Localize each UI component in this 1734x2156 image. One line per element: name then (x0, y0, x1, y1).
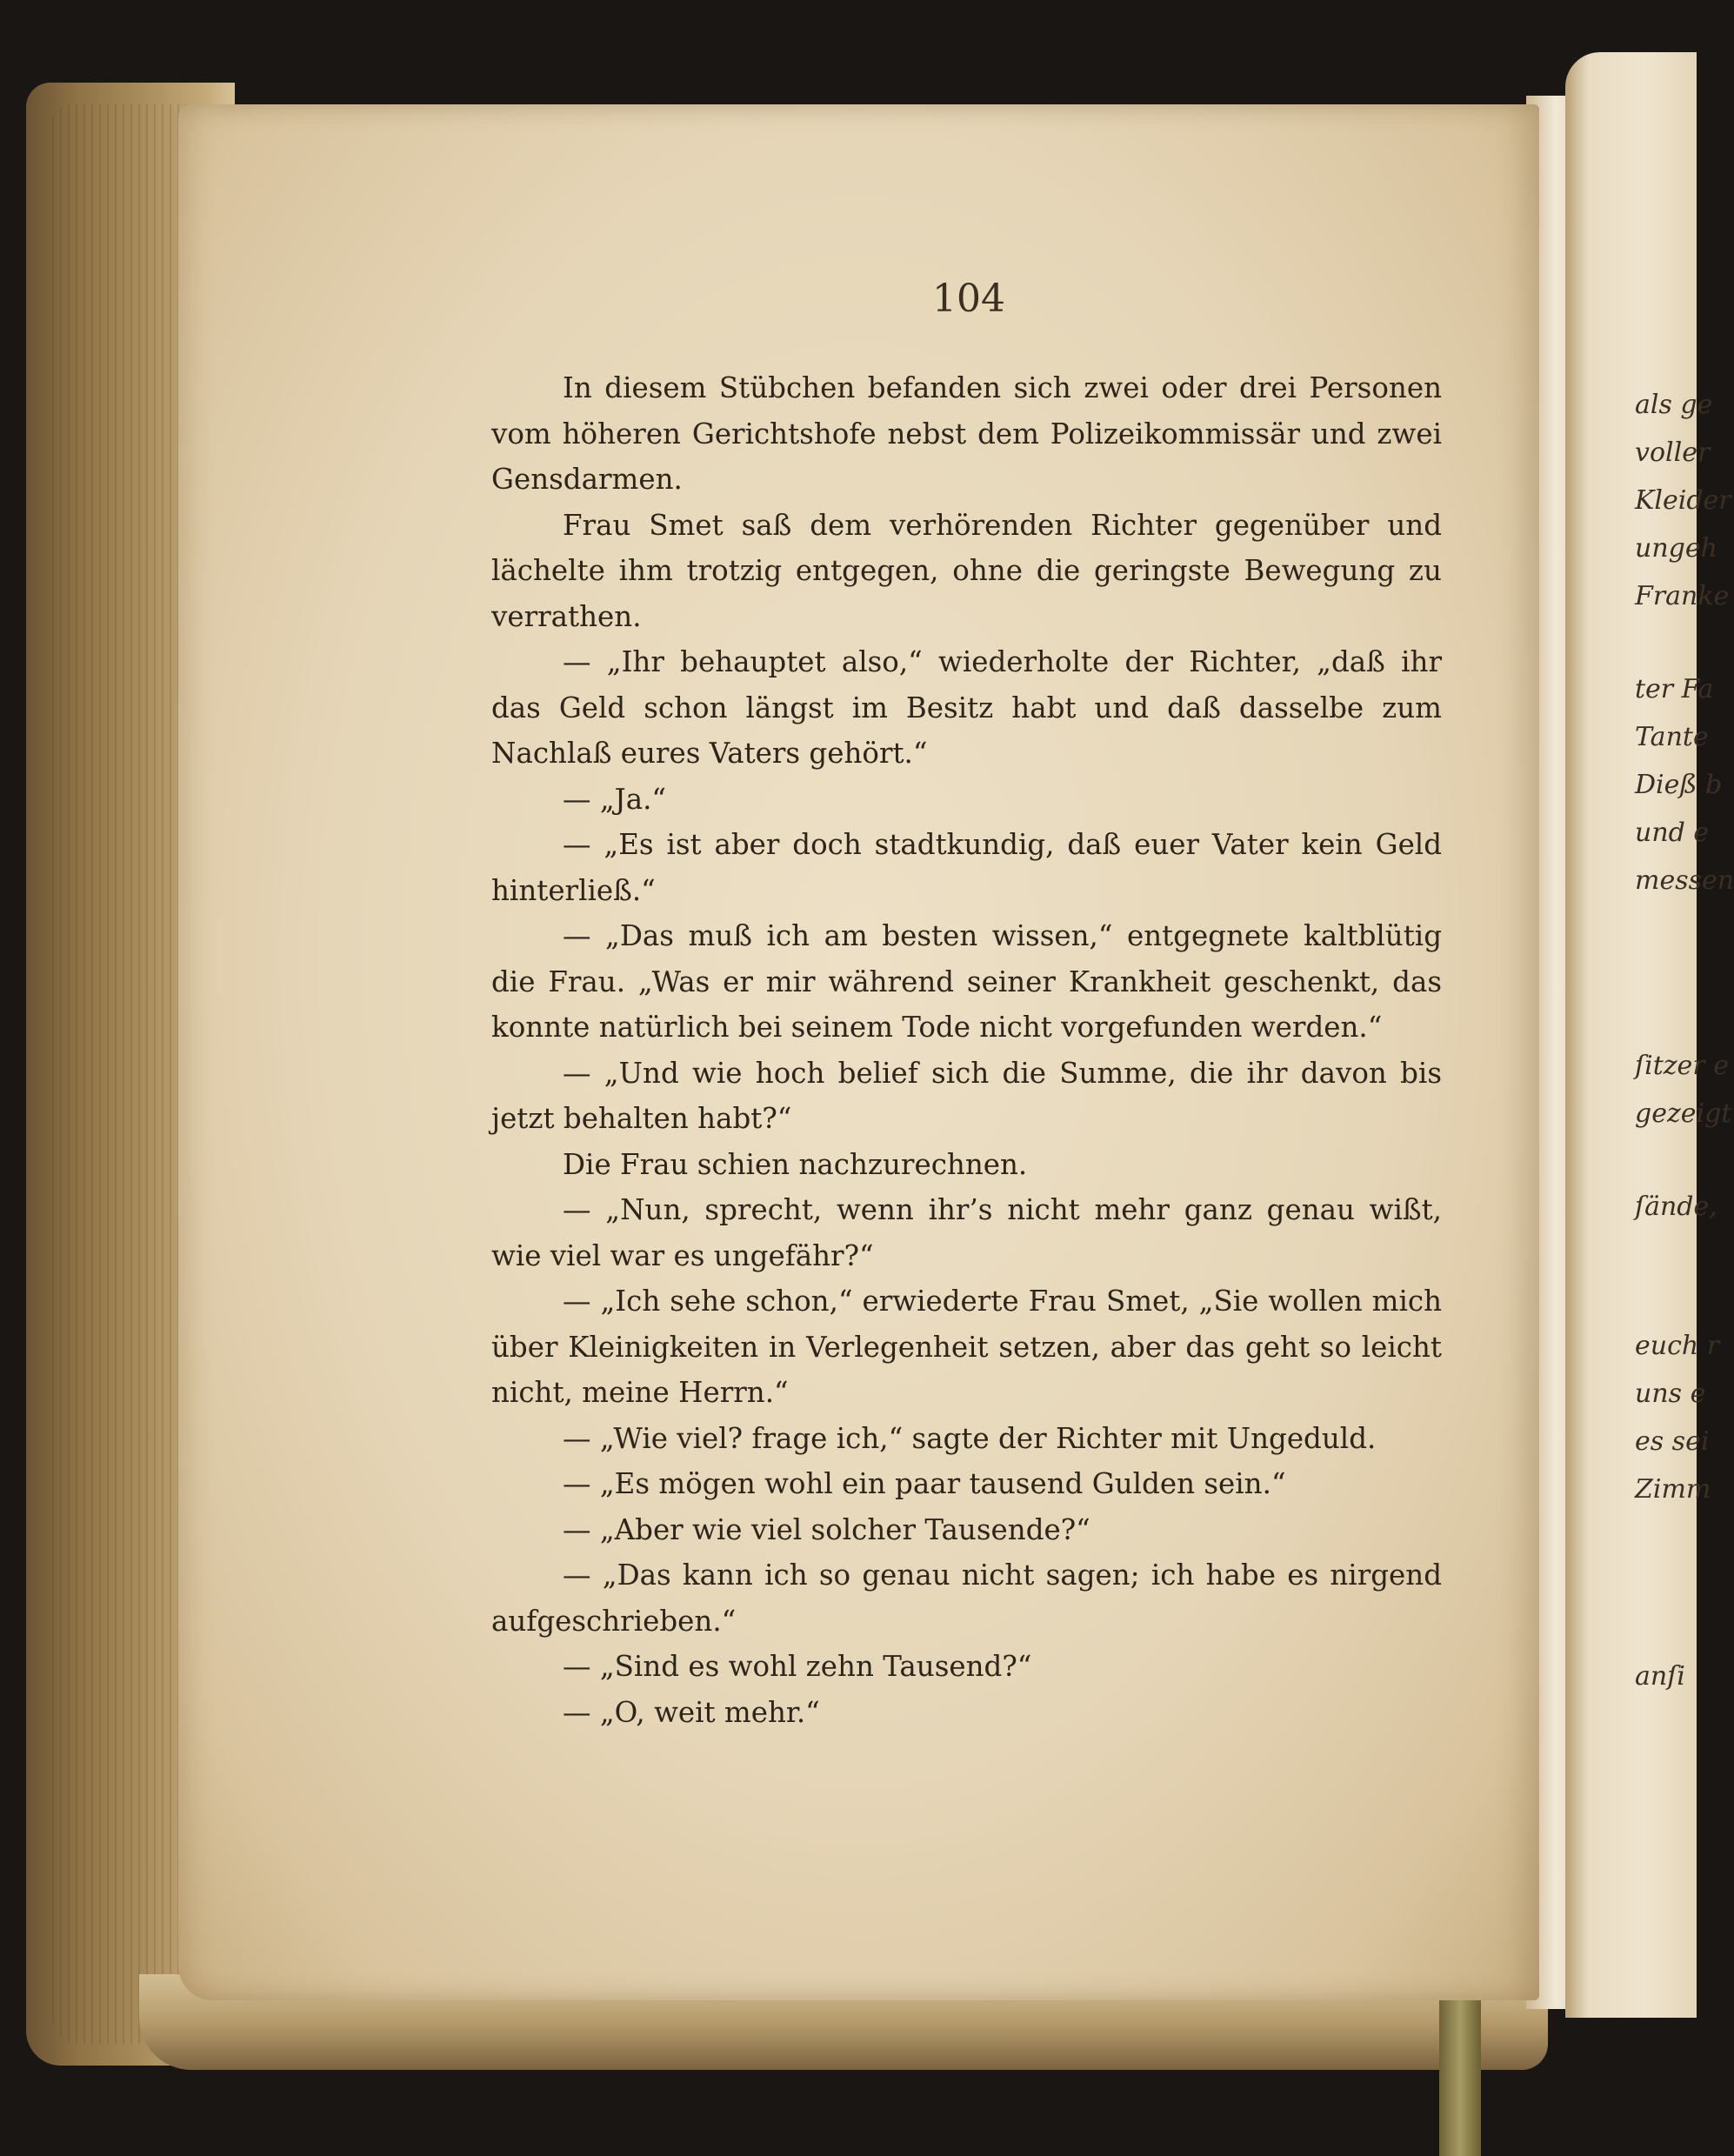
facing-line: anſi (1635, 1661, 1685, 1692)
facing-line: uns e (1635, 1378, 1706, 1409)
facing-line: ungeh (1635, 533, 1717, 564)
facing-line: Dieß b (1635, 770, 1723, 800)
facing-line: gezeigt (1635, 1098, 1732, 1129)
dialog-line: — „Ihr behauptet also,“ wiederholte der Richter, „daß ihr das Geld schon längst im Besitz habt und daß dasselbe zum Nachlaß eures Vaters gehört.“ (491, 645, 1442, 770)
facing-line: messen (1635, 865, 1734, 896)
facing-line: euch r (1635, 1331, 1720, 1361)
dialog-line: — „Und wie hoch belief sich die Summe, die ihr davon bis jetzt behalten habt?“ (491, 1056, 1442, 1135)
dialog-line: — „O, weit mehr.“ (563, 1695, 820, 1729)
facing-page-text (1635, 0, 1734, 2156)
facing-line: Kleider (1635, 485, 1731, 516)
facing-line: Tante (1635, 722, 1709, 752)
facing-line: und e (1635, 818, 1710, 848)
facing-line: Franke (1635, 581, 1730, 611)
paragraph: Die Frau schien nachzurechnen. (563, 1147, 1028, 1181)
dialog-line: — „Ich sehe schon,“ erwiederte Frau Smet, „Sie wollen mich über Kleinigkeiten in Verlegenheit setzen, aber das geht so leicht nicht, meine Herrn.“ (491, 1285, 1442, 1409)
facing-line: ter Fa (1635, 674, 1714, 704)
paragraph: Frau Smet saß dem verhörenden Richter gegenüber und lächelte ihm trotzig entgegen, ohne die geringste Bewegung zu verrathen. (491, 508, 1442, 633)
facing-line: ſände, (1635, 1191, 1717, 1222)
page-number: 104 (932, 277, 1005, 321)
facing-line: als ge (1635, 390, 1713, 420)
dialog-line: — „Nun, sprecht, wenn ihr’s nicht mehr ganz genau wißt, wie viel war es ungefähr?“ (491, 1193, 1442, 1272)
page-text (491, 365, 1442, 1735)
dialog-line: — „Aber wie viel solcher Tausende?“ (563, 1512, 1090, 1546)
facing-line: Zimm (1635, 1474, 1711, 1505)
dialog-line: — „Das kann ich so genau nicht sagen; ich habe es nirgend aufgeschrieben.“ (491, 1559, 1442, 1638)
facing-line: ſitzer e (1635, 1051, 1729, 1081)
paragraph: In diesem Stübchen befanden sich zwei oder drei Personen vom höheren Gerichtshofe nebst dem Polizeikommissär und zwei Gensdarmen. (491, 371, 1442, 496)
dialog-line: — „Sind es wohl zehn Tausend?“ (563, 1650, 1032, 1683)
dialog-line: — „Es ist aber doch stadtkundig, daß euer Vater kein Geld hinterließ.“ (491, 828, 1442, 907)
dialog-line: — „Wie viel? frage ich,“ sagte der Richter mit Ungeduld. (563, 1421, 1377, 1455)
dialog-line: — „Es mögen wohl ein paar tausend Gulden sein.“ (563, 1467, 1286, 1500)
facing-line: es sei (1635, 1426, 1710, 1457)
dialog-line: — „Das muß ich am besten wissen,“ entgegnete kaltblütig die Frau. „Was er mir während seiner Krankheit geschenkt, das konnte natürlich bei seinem Tode nicht vorgefunden werden.“ (491, 919, 1442, 1044)
dialog-line: — „Ja.“ (563, 782, 667, 816)
facing-line: voller (1635, 437, 1711, 468)
